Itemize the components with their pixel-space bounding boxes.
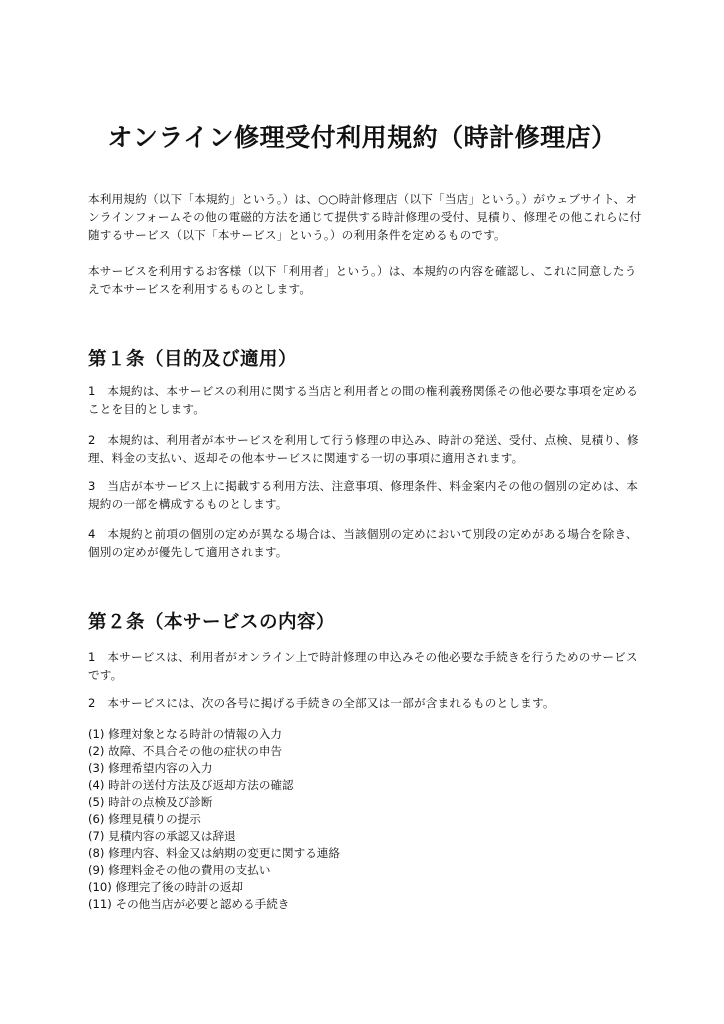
list-item: (2) 故障、不具合その他の症状の申告 — [88, 744, 283, 758]
article-2-paragraph-1: 1 本サービスは、利用者がオンライン上で時計修理の申込みその他必要な手続きを行うためのサービスです。 — [88, 650, 638, 682]
document-title: オンライン修理受付利用規約（時計修理店） — [107, 123, 617, 152]
article-1-paragraph-3: 3 当店が本サービス上に掲載する利用方法、注意事項、修理条件、料金案内その他の個別の定めは、本規約の一部を構成するものとします。 — [88, 479, 639, 511]
list-item: (8) 修理内容、料金又は納期の変更に関する連絡 — [88, 846, 340, 860]
article-1-heading: 第１条（目的及び適用） — [88, 349, 298, 370]
article-2-heading: 第２条（本サービスの内容） — [88, 612, 336, 633]
article-2-paragraph-2: 2 本サービスには、次の各号に掲げる手続きの全部又は一部が含まれるものとします。 — [88, 696, 555, 710]
list-item: (6) 修理見積りの提示 — [88, 812, 201, 826]
intro-paragraph-1: 本利用規約（以下「本規約」という。）は、○○時計修理店（以下「当店」という。）がウェブサイト、オンラインフォームその他の電磁的方法を通じて提供する時計修理の受付、見積り、修理その他これらに付随するサービス（以下「本サービス」という。）の利用条件を定めるものです。 — [88, 192, 642, 242]
list-item: (3) 修理希望内容の入力 — [88, 761, 213, 775]
article-1-paragraph-2: 2 本規約は、利用者が本サービスを利用して行う修理の申込み、時計の発送、受付、点検、見積り、修理、料金の支払い、返却その他本サービスに関連する一切の事項に適用されます。 — [88, 433, 639, 465]
list-item: (11) その他当店が必要と認める手続き — [88, 897, 290, 911]
list-item: (7) 見積内容の承認又は辞退 — [88, 829, 236, 843]
list-item: (5) 時計の点検及び診断 — [88, 795, 213, 809]
list-item: (4) 時計の送付方法及び返却方法の確認 — [88, 778, 294, 792]
list-item: (9) 修理料金その他の費用の支払い — [88, 863, 271, 877]
article-1-paragraph-4: 4 本規約と前項の個別の定めが異なる場合は、当該個別の定めにおいて別段の定めがある場合を除き、個別の定めが優先して適用されます。 — [88, 527, 638, 559]
article-2-item-list — [88, 726, 648, 913]
intro-paragraph-2: 本サービスを利用するお客様（以下「利用者」という。）は、本規約の内容を確認し、これに同意したうえで本サービスを利用するものとします。 — [88, 264, 637, 296]
article-1-paragraph-1: 1 本規約は、本サービスの利用に関する当店と利用者との間の権利義務関係その他必要な事項を定めることを目的とします。 — [88, 384, 639, 416]
list-item: (10) 修理完了後の時計の返却 — [88, 880, 244, 894]
list-item: (1) 修理対象となる時計の情報の入力 — [88, 727, 283, 741]
